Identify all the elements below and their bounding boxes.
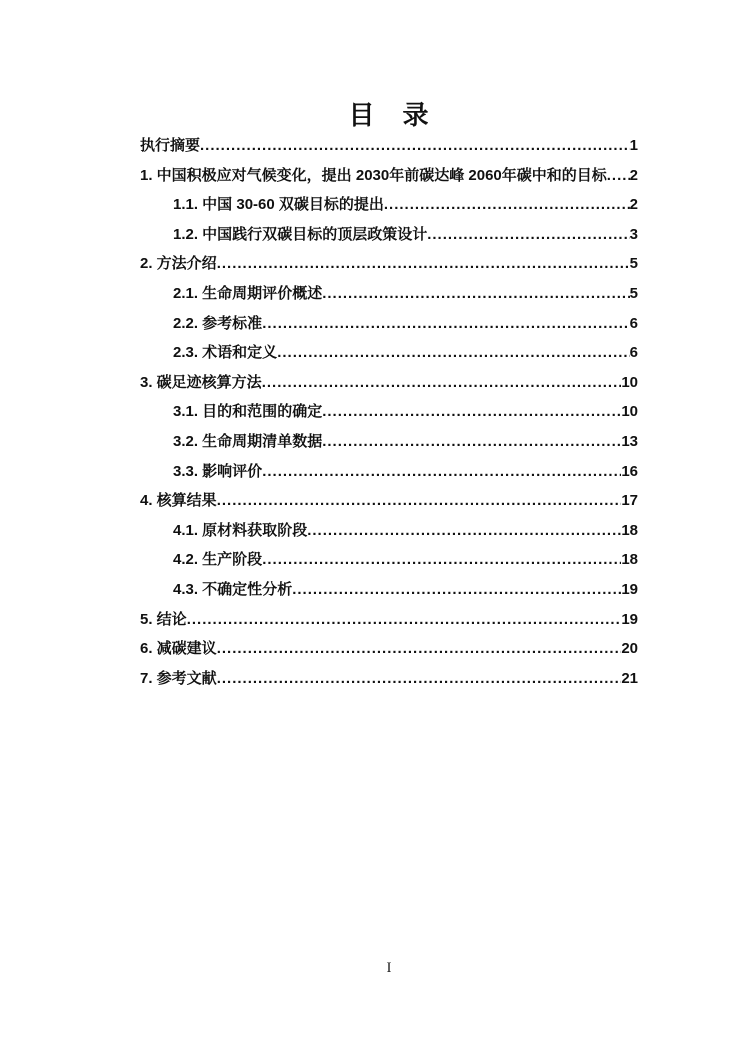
toc-entry[interactable] xyxy=(140,457,638,487)
toc-entry[interactable] xyxy=(140,249,638,279)
toc-entry-label: 2.3. 术语和定义 xyxy=(173,344,278,362)
toc-entry-page-number: 5 xyxy=(629,255,638,273)
toc-entry[interactable] xyxy=(140,131,638,161)
toc-entry-page-number: 1 xyxy=(629,137,638,154)
toc-leader-dots xyxy=(217,249,630,279)
toc-entry-page-number: 3 xyxy=(629,225,638,243)
toc-entry-page-number: 6 xyxy=(629,344,638,362)
toc-entry-label: 4.2. 生产阶段 xyxy=(173,551,263,569)
toc-entry[interactable] xyxy=(140,486,638,516)
toc-entry-label: 1. 中国积极应对气候变化，提出 2030年前碳达峰 2060年碳中和的目标 xyxy=(140,166,607,184)
toc-entry-page-number: 16 xyxy=(621,462,638,480)
toc-leader-dots xyxy=(262,545,621,575)
toc-leader-dots xyxy=(427,220,629,250)
toc-entry-page-number: 6 xyxy=(629,314,638,332)
toc-leader-dots xyxy=(262,368,622,398)
toc-leader-dots xyxy=(307,516,621,546)
toc-entry-label: 6. 减碳建议 xyxy=(140,640,217,658)
toc-entry-page-number: 13 xyxy=(621,432,638,450)
toc-entry-label: 4.1. 原材料获取阶段 xyxy=(173,521,308,539)
toc-list xyxy=(140,131,638,693)
footer-page-number: I xyxy=(386,960,392,976)
toc-entry-page-number: 10 xyxy=(621,373,638,391)
toc-entry-label: 5. 结论 xyxy=(140,610,187,628)
toc-content-area xyxy=(140,99,638,693)
toc-entry-page-number: 17 xyxy=(621,492,638,510)
toc-entry-page-number: 19 xyxy=(621,610,638,628)
toc-entry-page-number: 18 xyxy=(621,521,638,539)
toc-entry-label: 2.1. 生命周期评价概述 xyxy=(173,284,323,302)
toc-entry[interactable] xyxy=(140,338,638,368)
toc-leader-dots xyxy=(200,131,630,161)
page-title: 目 录 xyxy=(348,100,430,130)
toc-entry-page-number: 2 xyxy=(629,166,638,184)
toc-leader-dots xyxy=(217,664,622,694)
toc-leader-dots xyxy=(262,309,629,339)
toc-entry[interactable] xyxy=(140,605,638,635)
toc-entry[interactable] xyxy=(140,575,638,605)
toc-entry-label: 执行摘要 xyxy=(140,137,201,154)
toc-entry-label: 3.1. 目的和范围的确定 xyxy=(173,403,323,421)
toc-entry[interactable] xyxy=(140,545,638,575)
toc-entry[interactable] xyxy=(140,161,638,191)
toc-leader-dots xyxy=(322,397,621,427)
toc-entry-label: 3.2. 生命周期清单数据 xyxy=(173,432,323,450)
toc-entry-label: 4. 核算结果 xyxy=(140,492,217,510)
toc-leader-dots xyxy=(322,427,621,457)
toc-entry-page-number: 20 xyxy=(621,640,638,658)
toc-entry[interactable] xyxy=(140,634,638,664)
toc-entry-page-number: 21 xyxy=(621,669,638,687)
toc-entry-label: 2.2. 参考标准 xyxy=(173,314,263,332)
toc-entry-label: 2. 方法介绍 xyxy=(140,255,217,273)
toc-entry-page-number: 19 xyxy=(621,580,638,598)
toc-leader-dots xyxy=(607,161,630,191)
toc-entry[interactable] xyxy=(140,368,638,398)
toc-entry-page-number: 18 xyxy=(621,551,638,569)
toc-leader-dots xyxy=(217,634,622,664)
toc-entry-label: 7. 参考文献 xyxy=(140,669,217,687)
toc-entry[interactable] xyxy=(140,220,638,250)
toc-entry[interactable] xyxy=(140,664,638,694)
toc-entry-label: 4.3. 不确定性分析 xyxy=(173,580,293,598)
toc-entry[interactable] xyxy=(140,397,638,427)
toc-entry[interactable] xyxy=(140,516,638,546)
toc-leader-dots xyxy=(217,486,622,516)
toc-leader-dots xyxy=(292,575,621,605)
toc-leader-dots xyxy=(322,279,629,309)
toc-leader-dots xyxy=(277,338,629,368)
toc-entry[interactable] xyxy=(140,427,638,457)
toc-entry[interactable] xyxy=(140,309,638,339)
toc-leader-dots xyxy=(187,605,622,635)
toc-entry-label: 1.2. 中国践行双碳目标的顶层政策设计 xyxy=(173,225,428,243)
toc-entry-label: 3.3. 影响评价 xyxy=(173,462,263,480)
toc-entry[interactable] xyxy=(140,190,638,220)
toc-entry-page-number: 2 xyxy=(629,196,638,214)
toc-entry-label: 3. 碳足迹核算方法 xyxy=(140,373,262,391)
toc-entry-page-number: 10 xyxy=(621,403,638,421)
toc-entry[interactable] xyxy=(140,279,638,309)
toc-leader-dots xyxy=(384,190,630,220)
toc-leader-dots xyxy=(262,457,621,487)
toc-entry-page-number: 5 xyxy=(629,284,638,302)
toc-entry-label: 1.1. 中国 30-60 双碳目标的提出 xyxy=(173,196,384,214)
